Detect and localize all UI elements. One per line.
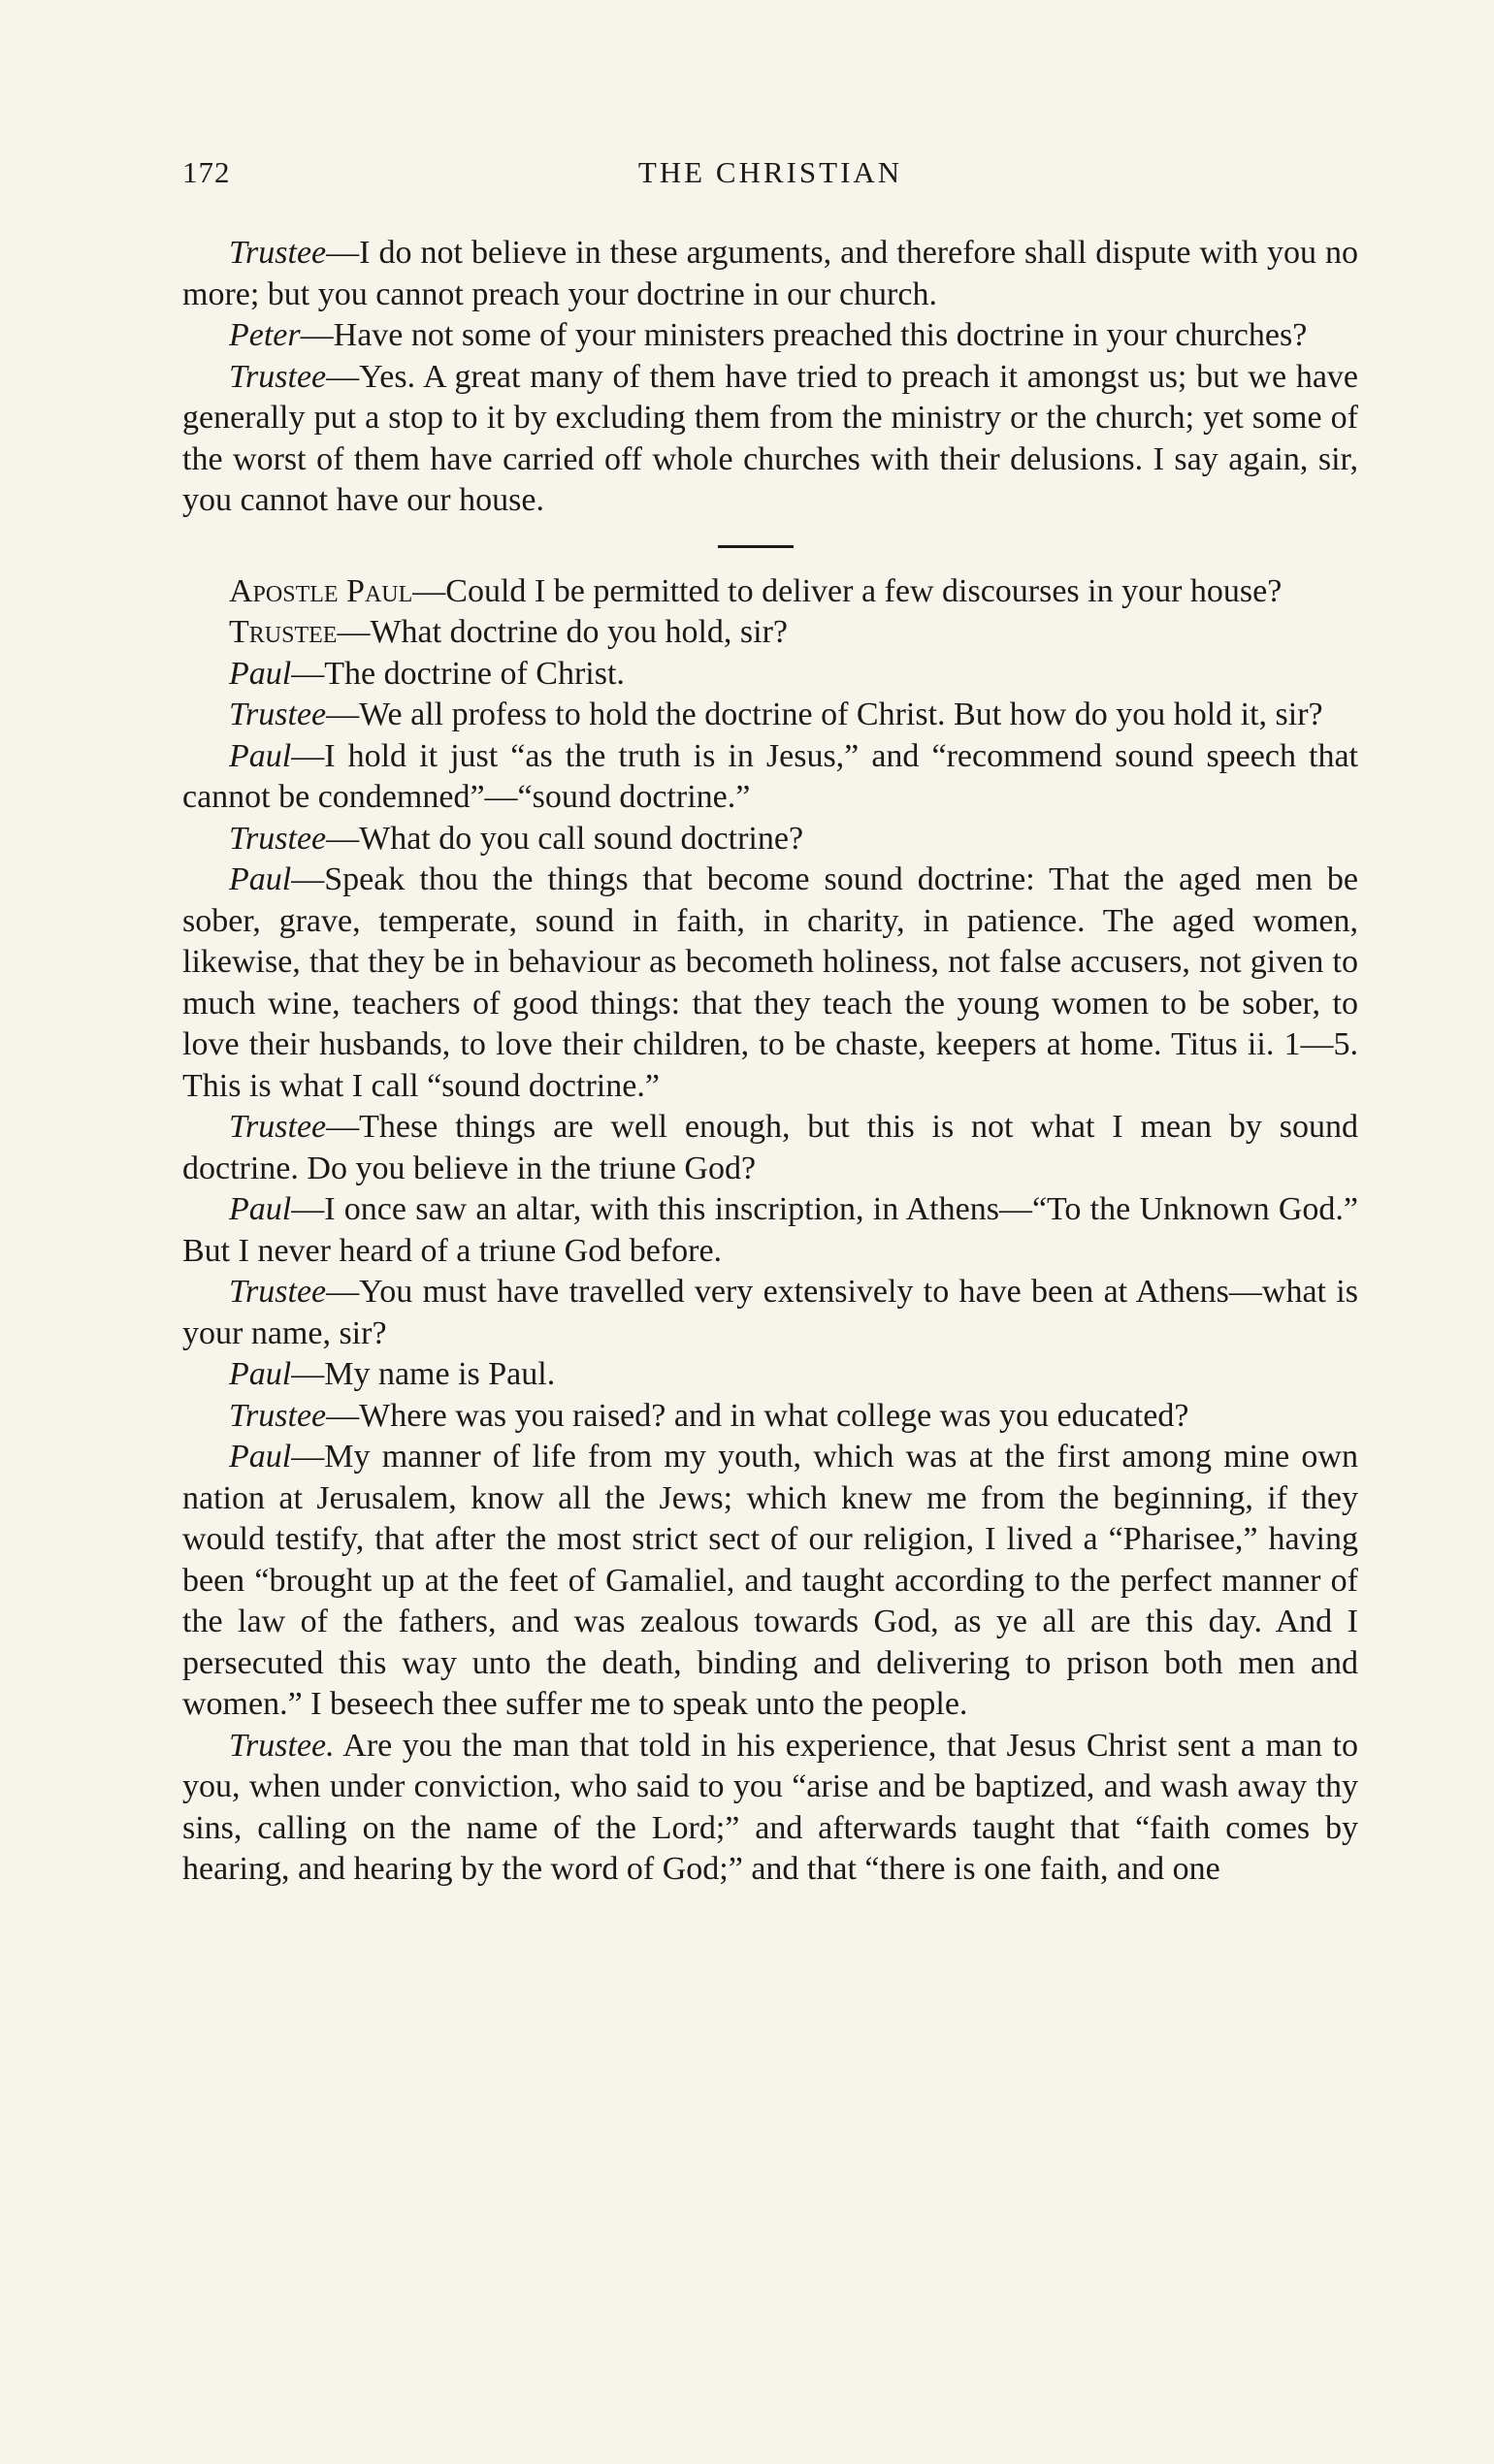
speaker-name: Trustee — [229, 1109, 327, 1145]
paragraph — [182, 612, 1358, 654]
paragraph-text: —Have not some of your ministers preached this doctrine in your churches? — [300, 317, 1308, 353]
paragraph — [182, 1272, 1358, 1354]
paragraph — [182, 1726, 1358, 1891]
speaker-name: Trustee — [229, 235, 327, 271]
section-divider — [718, 545, 794, 548]
speaker-name: Paul — [229, 737, 292, 774]
paragraph-text: —The doctrine of Christ. — [291, 655, 625, 692]
speaker-name: Paul — [229, 1191, 292, 1227]
paragraph — [182, 736, 1358, 819]
paragraph — [182, 315, 1358, 357]
speaker-name: Paul — [229, 1356, 292, 1392]
paragraph-text: —Could I be permitted to deliver a few discourses in your house? — [412, 572, 1283, 609]
paragraph — [182, 357, 1358, 522]
speaker-name: Trustee — [229, 614, 338, 650]
paragraph-text: Are you the man that told in his experience, that Jesus Christ sent a man to you, when under conviction, who said to you “arise and be baptized, and wash away thy sins, calling on the name of the Lord;” and afterwards taught that “faith comes by hearing, and hearing by the word of God;” and that “there is one faith, and one — [182, 1727, 1358, 1887]
paragraph — [182, 819, 1358, 860]
paragraph — [182, 1437, 1358, 1726]
speaker-name: Trustee. — [229, 1727, 335, 1764]
paragraph — [182, 1396, 1358, 1438]
paragraph-text: —I do not believe in these arguments, and therefore shall dispute with you no more; but you cannot preach your doctrine in our church. — [182, 235, 1358, 312]
speaker-name: Trustee — [229, 820, 327, 857]
paragraph-text: —Speak thou the things that become sound doctrine: That the aged men be sober, grave, temperate, sound in faith, in charity, in patience. The aged women, likewise, that they be in behaviour as becometh holiness, not false accusers, not given to much wine, teachers of good things: that they teach the young women to be sober, to love their husbands, to love their children, to be chaste, keepers at home. Titus ii. 1—5. This is what I call “sound doctrine.” — [182, 861, 1358, 1104]
speaker-name: Apostle Paul — [229, 572, 413, 609]
paragraph — [182, 1354, 1358, 1396]
page-header — [182, 155, 1358, 198]
paragraph-text: —Yes. A great many of them have tried to preach it amongst us; but we have generally put a stop to it by excluding them from the ministry or the church; yet some of the worst of them have carried off whole churches with their delusions. I say again, sir, you cannot have our house. — [182, 358, 1358, 518]
paragraph-text: —I hold it just “as the truth is in Jesus,” and “recommend sound speech that cannot be condemned”—“sound doctrine.” — [182, 737, 1358, 815]
paragraph-text: —My name is Paul. — [291, 1356, 556, 1392]
speaker-name: Peter — [229, 317, 301, 353]
paragraph — [182, 859, 1358, 1107]
page-number: 172 — [182, 155, 231, 189]
paragraph-text: —My manner of life from my youth, which was at the first among mine own nation at Jerusalem, know all the Jews; which knew me from the beginning, if they would testify, that after the most strict sect of our religion, I lived a “Pharisee,” having been “brought up at the feet of Gamaliel, and taught according to the perfect manner of the law of the fathers, and was zealous towards God, as ye all are this day. And I persecuted this way unto the death, binding and delivering to prison both men and women.” I beseech thee suffer me to speak unto the people. — [182, 1439, 1358, 1722]
speaker-name: Trustee — [229, 358, 327, 395]
speaker-name: Trustee — [229, 1274, 327, 1310]
paragraph-text: —What doctrine do you hold, sir? — [337, 614, 788, 650]
speaker-name: Trustee — [229, 697, 327, 732]
speaker-name: Paul — [229, 655, 292, 692]
running-head: THE CHRISTIAN — [637, 155, 903, 189]
speaker-name: Trustee — [229, 1397, 327, 1434]
paragraph-text: —You must have travelled very extensively to have been at Athens—what is your name, sir? — [182, 1274, 1358, 1351]
paragraph-text: —I once saw an altar, with this inscription, in Athens—“To the Unknown God.” But I never heard of a triune God before. — [182, 1191, 1358, 1269]
paragraph — [182, 695, 1358, 736]
speaker-name: Paul — [229, 861, 292, 897]
body-text — [182, 233, 1358, 1891]
paragraph — [182, 233, 1358, 315]
paragraph-text: —We all profess to hold the doctrine of Christ. But how do you hold it, sir? — [326, 697, 1323, 732]
paragraph — [182, 1189, 1358, 1272]
paragraph-text: —Where was you raised? and in what college was you educated? — [326, 1397, 1189, 1434]
paragraph-text: —What do you call sound doctrine? — [326, 820, 804, 857]
paragraph-text: —These things are well enough, but this is not what I mean by sound doctrine. Do you believe in the triune God? — [182, 1109, 1358, 1186]
speaker-name: Paul — [229, 1439, 292, 1475]
paragraph — [182, 1107, 1358, 1189]
paragraph — [182, 654, 1358, 696]
paragraph — [182, 571, 1358, 613]
